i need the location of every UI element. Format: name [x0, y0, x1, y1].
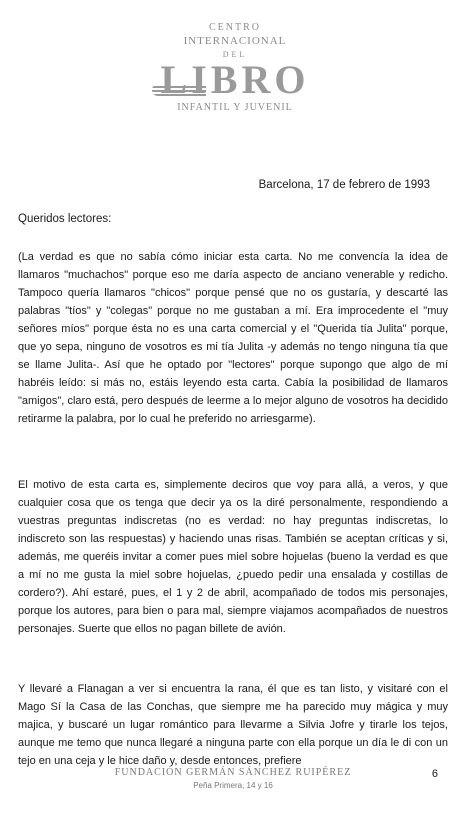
logo-line-internacional: INTERNACIONAL: [183, 35, 287, 47]
paragraph-2: El motivo de esta carta es, simplemente deciros que voy para allá, a veros, y que cualquier cosa que os tenga que decir ya os la diré personalmente, respondiendo a vuestras preguntas indiscretas (no es verdad: no hay preguntas indiscretas, lo indiscreto son las respuestas) y haciendo unas risas. También se aceptan críticas y si, además, me queréis invitar a comer pues miel sobre hojuelas (bueno la verdad es que a mí no me gusta la miel sobre hojuelas, ¿puedo pedir una ensalada y costillas de cordero?). Ahí estaré, pues, el 1 y 2 de abril, acompañado de todos mis personajes, porque los autores, para bien o para mal, siempre viajamos acompañados de nuestros personajes. Suerte que ellos no pagan billete de avión.: [18, 479, 448, 635]
logo-line-infantil: INFANTIL Y JUVENIL: [177, 102, 293, 113]
footer-organization: FUNDACIÓN GERMÁN SÁNCHEZ RUIPÉREZ: [114, 767, 352, 778]
paragraph-3: Y llevaré a Flanagan a ver si encuentra la rana, él que es tan listo, y visitaré con el Mago Sí la Casa de las Conchas, que siempre me ha parecido muy mágica y muy majica, y buscaré un lugar romántico para llevarme a Silvia Jofre y tirarle los tejos, aunque me temo que nunca llegaré a ninguna parte con ella porque un día le di con un tejo en una ceja y le hice daño y, desde entonces, prefiere: [18, 683, 448, 767]
logo-line-del: DEL: [222, 50, 248, 59]
logo-line-centro: CENTRO: [209, 22, 261, 33]
letter-greeting: Queridos lectores:: [18, 213, 112, 225]
letter-date: Barcelona, 17 de febrero de 1993: [258, 179, 430, 191]
paragraph-1: (La verdad es que no sabía cómo iniciar esta carta. No me convencía la idea de llamaros "muchachos" porque eso me daría aspecto de anciano venerable y redicho. Tampoco quería llamaros "chicos" porque pensé que no os gustaría, y descarté las palabras "tíos" y "colegas" porque no me gustaban a mí. Era improcedente el "muy señores míos" porque ésta no es una carta comercial y el "Querida tía Julita" porque, que yo sepa, ninguno de vosotros es mi tía Julita -y además no tengo ninguna tía que se llame Julita-. Así que he optado por "lectores" porque supongo que algo de mí habréis leído: si más no, estáis leyendo esta carta. Cabía la posibilidad de llamaros "amigos", claro está, pero después de leerme a lo mejor alguno de vosotros ha decidido retirarme la palabra, por lo cual he preferido no arriesgarme).: [18, 251, 448, 425]
page-number: 6: [431, 768, 438, 780]
footer-address: Peña Primera, 14 y 16: [193, 781, 273, 790]
logo: [150, 22, 320, 117]
logo-line-libro: LIBRO: [160, 57, 310, 102]
